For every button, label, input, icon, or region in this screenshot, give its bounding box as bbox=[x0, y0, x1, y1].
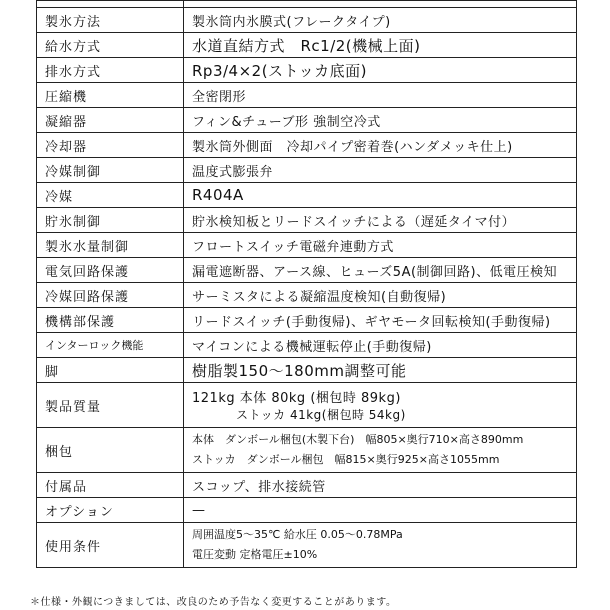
row-value: 全密閉形 bbox=[184, 83, 577, 108]
row-value: 漏電遮断器、アース線、ヒューズ5A(制御回路)、低電圧検知 bbox=[184, 258, 577, 283]
row-value: 温度式膨張弁 bbox=[184, 158, 577, 183]
row-value: マイコンによる機械運転停止(手動復帰) bbox=[184, 333, 577, 358]
row-value: 製氷筒外側面 冷却パイプ密着巻(ハンダメッキ仕上) bbox=[184, 133, 577, 158]
row-value: フロートスイッチ電磁弁連動方式 bbox=[184, 233, 577, 258]
row-value: フィン&チューブ形 強制空冷式 bbox=[184, 108, 577, 133]
table-row bbox=[37, 158, 577, 183]
table-row bbox=[37, 233, 577, 258]
packing-value bbox=[184, 428, 577, 473]
table-row bbox=[37, 83, 577, 108]
packing-line-2: ストッカ ダンボール梱包 幅815×奥行925×高さ1055mm bbox=[192, 453, 500, 466]
row-value: 樹脂製150～180mm調整可能 bbox=[184, 358, 577, 383]
row-label: 冷媒制御 bbox=[37, 158, 184, 183]
accessories-value: スコップ、排水接続管 bbox=[184, 473, 577, 498]
mass-value bbox=[184, 383, 577, 428]
table-row bbox=[37, 308, 577, 333]
footnote: ＊仕様・外観につきましては、改良のため予告なく変更することがあります。 bbox=[30, 597, 397, 608]
row-label: 冷媒 bbox=[37, 183, 184, 208]
table-row bbox=[37, 8, 577, 33]
table-row bbox=[37, 33, 577, 58]
table-top-row bbox=[37, 1, 577, 8]
table-row-conditions bbox=[37, 523, 577, 568]
row-label: 機構部保護 bbox=[37, 308, 184, 333]
table-row-options bbox=[37, 498, 577, 523]
table-row bbox=[37, 208, 577, 233]
row-label: 凝縮器 bbox=[37, 108, 184, 133]
options-label: オプション bbox=[37, 498, 184, 523]
table-row bbox=[37, 258, 577, 283]
row-label: 製氷水量制御 bbox=[37, 233, 184, 258]
table-row bbox=[37, 283, 577, 308]
table-row bbox=[37, 133, 577, 158]
conditions-label: 使用条件 bbox=[37, 523, 184, 568]
table-row-packing bbox=[37, 428, 577, 473]
row-label: 冷媒回路保護 bbox=[37, 283, 184, 308]
row-label: 給水方式 bbox=[37, 33, 184, 58]
table-row bbox=[37, 183, 577, 208]
row-value: 貯氷検知板とリードスイッチによる（遅延タイマ付） bbox=[184, 208, 577, 233]
row-label: 排水方式 bbox=[37, 58, 184, 83]
conditions-line-1: 周囲温度5～35℃ 給水圧 0.05～0.78MPa bbox=[192, 528, 403, 541]
row-value: 水道直結方式 Rc1/2(機械上面) bbox=[184, 33, 577, 58]
packing-label: 梱包 bbox=[37, 428, 184, 473]
table-row-mass bbox=[37, 383, 577, 428]
row-label: インターロック機能 bbox=[37, 333, 184, 358]
row-label: 脚 bbox=[37, 358, 184, 383]
table-row bbox=[37, 333, 577, 358]
packing-line-1: 本体 ダンボール梱包(木製下台) 幅805×奥行710×高さ890mm bbox=[192, 433, 524, 446]
mass-label: 製品質量 bbox=[37, 383, 184, 428]
row-label: 貯氷制御 bbox=[37, 208, 184, 233]
row-value: リードスイッチ(手動復帰)、ギヤモータ回転検知(手動復帰) bbox=[184, 308, 577, 333]
row-label: 電気回路保護 bbox=[37, 258, 184, 283]
mass-line-2: ストッカ 41kg(梱包時 54kg) bbox=[236, 408, 406, 422]
table-row bbox=[37, 58, 577, 83]
mass-line-1: 121kg 本体 80kg (梱包時 89kg) bbox=[192, 391, 401, 406]
row-value: Rp3/4×2(ストッカ底面) bbox=[184, 58, 577, 83]
row-label: 圧縮機 bbox=[37, 83, 184, 108]
row-label: 製氷方法 bbox=[37, 8, 184, 33]
table-row bbox=[37, 358, 577, 383]
table-row bbox=[37, 108, 577, 133]
row-value: サーミスタによる凝縮温度検知(自動復帰) bbox=[184, 283, 577, 308]
row-value: 製氷筒内氷膜式(フレークタイプ) bbox=[184, 8, 577, 33]
options-value: — bbox=[184, 498, 577, 523]
spec-table bbox=[36, 0, 577, 568]
table-row-accessories bbox=[37, 473, 577, 498]
conditions-line-2: 電圧変動 定格電圧±10% bbox=[192, 548, 318, 561]
row-value: R404A bbox=[184, 183, 577, 208]
conditions-value bbox=[184, 523, 577, 568]
accessories-label: 付属品 bbox=[37, 473, 184, 498]
row-label: 冷却器 bbox=[37, 133, 184, 158]
